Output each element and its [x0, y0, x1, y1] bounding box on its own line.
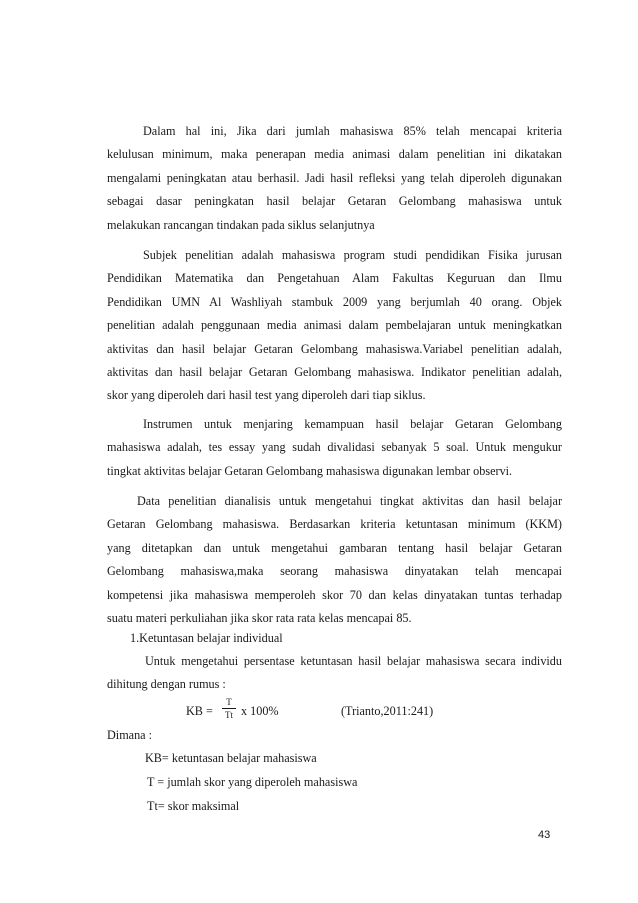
text-line: kompetensi jika mahasiswa memperoleh skor 70 dan kelas dinyatakan tuntas terhadap [107, 587, 562, 602]
text-line: Pendidikan UMN Al Washliyah stambuk 2009 yang berjumlah 40 orang. Objek [107, 294, 562, 309]
text-line: Getaran Gelombang mahasiswa. Berdasarkan kriteria ketuntasan minimum (KKM) [107, 517, 562, 532]
definition-t: T = jumlah skor yang diperoleh mahasiswa [147, 775, 358, 789]
paragraph-reflection [107, 120, 562, 237]
formula-intro [107, 650, 562, 697]
text-line: Instrumen untuk menjaring kemampuan hasil belajar Getaran Gelombang [143, 417, 562, 431]
definition-tt: Tt= skor maksimal [147, 799, 240, 813]
text-line: tingkat aktivitas belajar Getaran Gelombang mahasiswa digunakan lembar observi. [107, 463, 513, 478]
where-label: Dimana : [107, 728, 153, 742]
text-line: aktivitas dan hasil belajar Getaran Gelombang mahasiswa. Indikator penelitian adalah, [107, 364, 562, 379]
text-line: penelitian adalah penggunaan media animasi dalam pembelajaran untuk meningkatkan [107, 318, 562, 333]
text-line: Data penelitian dianalisis untuk mengetahui tingkat aktivitas dan hasil belajar [137, 494, 562, 508]
text-line: sebagai dasar peningkatan hasil belajar Getaran Gelombang mahasiswa untuk [107, 194, 562, 209]
text-line: skor yang diperoleh dari hasil test yang diperoleh dari tiap siklus. [107, 388, 426, 403]
text-line: kelulusan minimum, maka penerapan media animasi dalam penelitian ini dikatakan [107, 147, 562, 162]
text-line: dihitung dengan rumus : [107, 677, 226, 692]
section-subheading: 1.Ketuntasan belajar individual [130, 631, 283, 645]
page-number: 43 [538, 829, 551, 841]
paragraph-instrument [107, 413, 562, 483]
text-line: Untuk mengetahui persentase ketuntasan hasil belajar mahasiswa secara individu [145, 654, 562, 668]
text-line: mengalami peningkatan atau berhasil. Jadi hasil refleksi yang telah diperoleh digunakan [107, 170, 562, 185]
fraction-bar [222, 708, 236, 709]
text-line: aktivitas dan hasil belajar Getaran Gelombang mahasiswa.Variabel penelitian adalah, [107, 341, 562, 356]
text-line: suatu materi perkuliahan jika skor rata rata kelas mencapai 85. [107, 610, 412, 625]
formula-lhs: KB = [186, 704, 213, 718]
text-line: mahasiswa adalah, tes essay yang sudah divalidasi sebanyak 5 soal. Untuk mengukur [107, 440, 562, 455]
text-line: Gelombang mahasiswa,maka seorang mahasiswa dinyatakan telah mencapai [107, 564, 562, 579]
formula-numerator: T [226, 697, 232, 707]
text-line: Dalam hal ini, Jika dari jumlah mahasiswa 85% telah mencapai kriteria [143, 124, 562, 138]
text-line: Pendidikan Matematika dan Pengetahuan Alam Fakultas Keguruan dan Ilmu [107, 271, 562, 286]
formula-denominator: Tt [225, 710, 233, 720]
paragraph-subject [107, 244, 562, 408]
text-line: Subjek penelitian adalah mahasiswa program studi pendidikan Fisika jurusan [143, 248, 562, 262]
formula-rhs: x 100% [241, 704, 279, 718]
paragraph-data [107, 490, 562, 630]
text-line: yang ditetapkan dan untuk mengetahui gambaran tentang hasil belajar Getaran [107, 540, 562, 555]
text-line: melakukan rancangan tindakan pada siklus selanjutnya [107, 217, 375, 232]
definition-kb: KB= ketuntasan belajar mahasiswa [145, 751, 317, 765]
formula-citation: (Trianto,2011:241) [341, 704, 434, 718]
